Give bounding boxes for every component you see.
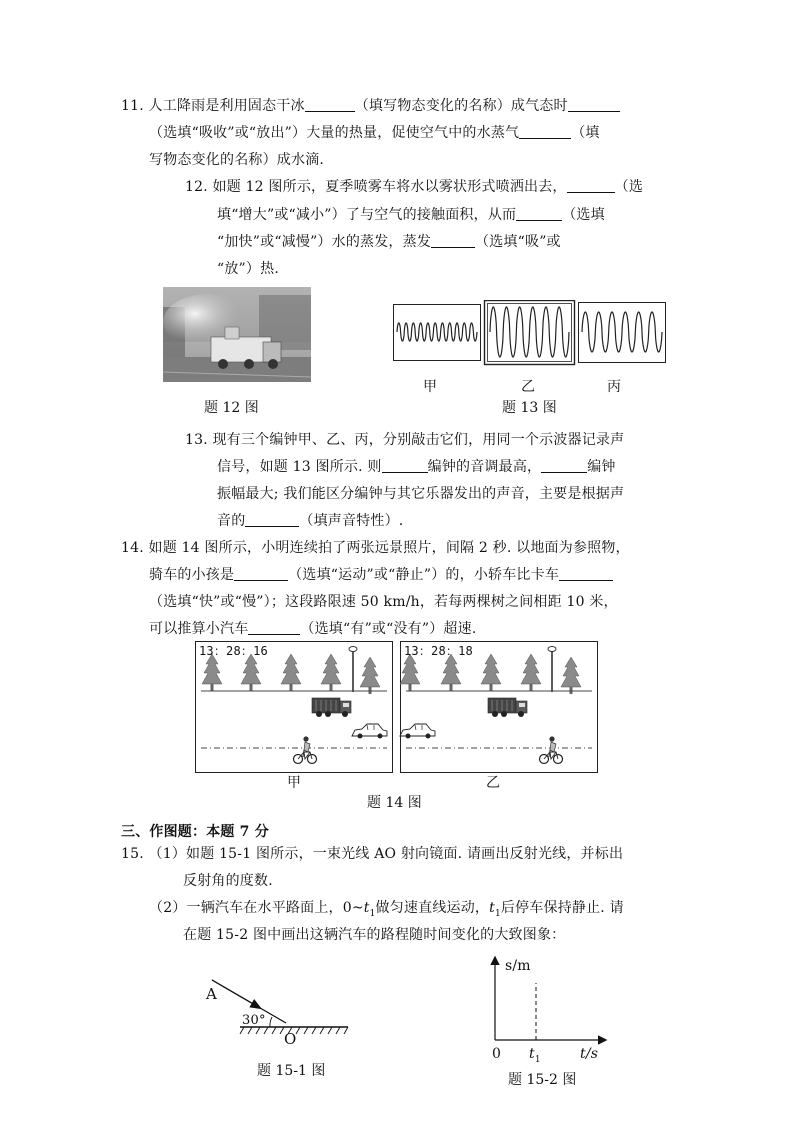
answer-blank[interactable] <box>305 97 355 112</box>
answer-blank[interactable] <box>559 566 613 581</box>
q11-line1: 11. 人工降雨是利用固态干冰 （填写物态变化的名称）成气态时 <box>121 97 620 115</box>
figure-15-2-caption: 题 15-2 图 <box>508 1072 577 1088</box>
q13-line4: 音的 （填声音特性）. <box>217 513 404 529</box>
panel-jia <box>196 642 393 773</box>
answer-blank[interactable] <box>519 124 571 139</box>
answer-blank[interactable] <box>541 458 587 473</box>
t1-label: $t_1$ <box>529 1046 541 1065</box>
q15-line4: 在题 15-2 图中画出这辆汽车的路程随时间变化的大致图象： <box>183 927 566 943</box>
label-jia-14: 甲 <box>287 775 301 791</box>
y-axis-label: s/m <box>505 958 531 974</box>
q14-line2: 骑车的小孩是 （选填“运动”或“静止”）的，小轿车比卡车 <box>149 566 613 584</box>
oscilloscope-traces <box>393 300 668 366</box>
spray-truck-photo <box>163 287 311 382</box>
q15-line2: 反射角的度数. <box>183 873 273 889</box>
answer-blank[interactable] <box>234 566 288 581</box>
answer-blank[interactable] <box>567 178 615 193</box>
label-yi: 乙 <box>521 379 535 395</box>
answer-blank[interactable] <box>568 97 620 112</box>
q13-line3: 振幅最大; 我们能区分编钟与其它乐器发出的声音，主要是根据声 <box>217 486 625 502</box>
point-o-label: O <box>284 1030 297 1048</box>
answer-blank[interactable] <box>382 458 428 473</box>
q12-line2: 填“增大”或“减小”）了与空气的接触面积，从而 （选填 <box>217 207 605 223</box>
q12-line3: “加快”或“减慢”）水的蒸发，蒸发 （选填“吸”或 <box>217 234 561 250</box>
figure-14-caption: 题 14 图 <box>367 795 422 811</box>
timestamp-yi: 13：28：18 <box>404 644 473 658</box>
timestamp-jia: 13：28：16 <box>199 644 268 658</box>
q15-line3: （2）一辆汽车在水平路面上，$0\sim t_1$做匀速直线运动，$t_1$后停车保持静止. 请 <box>149 900 624 919</box>
figure-12-caption: 题 12 图 <box>204 400 259 416</box>
q11-line3: 写物态变化的名称）成水滴. <box>149 152 325 168</box>
angle-label: 30° <box>242 1013 266 1028</box>
answer-blank[interactable] <box>516 206 562 221</box>
answer-blank[interactable] <box>431 233 475 248</box>
ray-arrow <box>212 980 260 1008</box>
label-jia: 甲 <box>423 379 437 395</box>
figure-13-caption: 题 13 图 <box>502 400 557 416</box>
point-a-label: A <box>206 985 218 1003</box>
section-title: 三、作图题：本题 7 分 <box>121 824 269 840</box>
q11-line2: （选填“吸收”或“放出”）大量的热量，促使空气中的水蒸气 （填 <box>149 125 600 141</box>
figure-15-1-caption: 题 15-1 图 <box>257 1063 326 1079</box>
traffic-scene-figure <box>195 641 632 773</box>
answer-blank[interactable] <box>248 620 300 635</box>
q14-line3: （选填“快”或“慢”）；这段路限速 50 km/h，若每两棵树之间相距 10 米， <box>149 594 618 610</box>
q12-line1: 12. 如题 12 图所示，夏季喷雾车将水以雾状形式喷洒出去， （选 <box>185 179 644 195</box>
mirror-reflection-figure <box>200 972 360 1047</box>
label-bing: 丙 <box>607 379 621 395</box>
q14-line4: 可以推算小汽车 （选填“有”或“没有”）超速. <box>149 621 477 637</box>
angle-arc <box>270 1017 272 1027</box>
q15-line1: 15. （1）如题 15-1 图所示，一束光线 AO 射向镜面. 请画出反射光线，并标出 <box>121 846 624 862</box>
answer-blank[interactable] <box>245 512 299 527</box>
q13-line1: 13. 现有三个编钟甲、乙、丙，分别敲击它们，用同一个示波器记录声 <box>185 432 625 448</box>
q14-line1: 14. 如题 14 图所示，小明连续拍了两张远景照片，间隔 2 秒. 以地面为参照物， <box>121 540 630 556</box>
q12-line4: “放”）热. <box>217 261 279 277</box>
q13-line2: 信号，如题 13 图所示. 则 编钟的音调最高， 编钟 <box>217 459 616 475</box>
panel-yi <box>400 642 598 773</box>
label-yi-14: 乙 <box>486 775 500 791</box>
distance-time-graph <box>480 955 610 1050</box>
x-axis-label: t/s <box>580 1046 599 1062</box>
origin-label: 0 <box>492 1046 502 1062</box>
